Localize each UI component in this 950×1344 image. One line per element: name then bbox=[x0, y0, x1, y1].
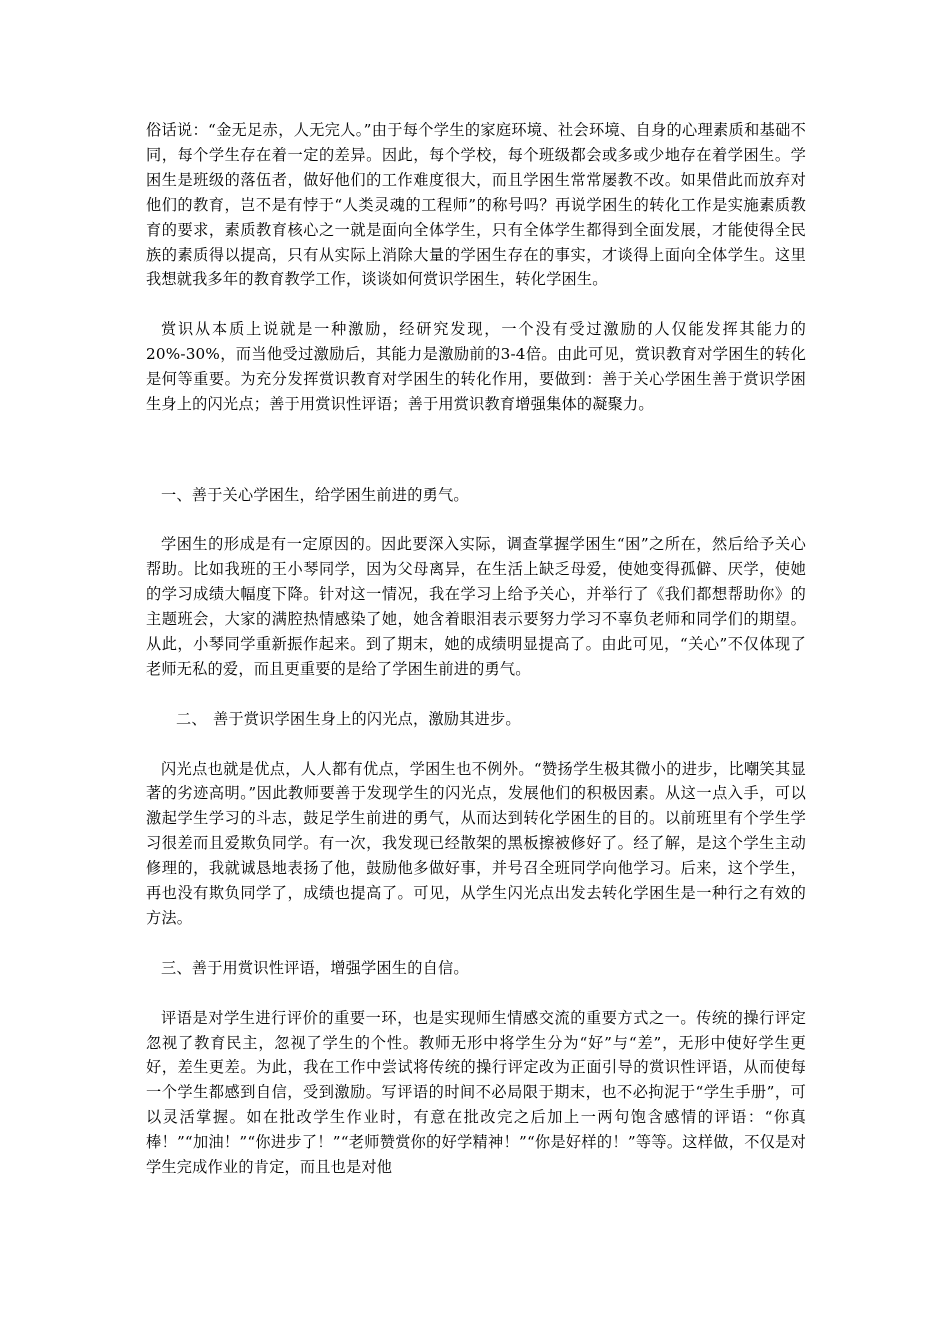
section-2-body: 闪光点也就是优点，人人都有优点，学困生也不例外。“赞扬学生极其微小的进步，比嘲笑其显著的劣迹高明。”因此教师要善于发现学生的闪光点，发展他们的积极因素。从这一点入手，可以激起学生学习的斗志，鼓足学生前进的勇气，从而达到转化学困生的目的。以前班里有个学生学习很差而且爱欺负同学。有一次，我发现已经散架的黑板擦被修好了。经了解，是这个学生主动修理的，我就诚恳地表扬了他，鼓励他多做好事，并号召全班同学向他学习。后来，这个学生，再也没有欺负同学了，成绩也提高了。可见，从学生闪光点出发去转化学困生是一种行之有效的方法。 bbox=[146, 759, 806, 928]
spacer bbox=[146, 732, 806, 757]
appreciation-paragraph: 赏识从本质上说就是一种激励，经研究发现，一个没有受过激励的人仅能发挥其能力的20%-30%，而当他受过激励后，其能力是激励前的3-4倍。由此可见，赏识教育对学困生的转化是何等重要。为充分发挥赏识教育对学困生的转化作用，要做到：善于关心学困生善于赏识学困生身上的闪光点；善于用赏识性评语；善于用赏识教育增强集体的凝聚力。 bbox=[146, 320, 806, 413]
section-heading-1: 一、善于关心学困生，给学困生前进的勇气。 bbox=[161, 485, 469, 504]
spacer bbox=[146, 292, 806, 317]
spacer bbox=[146, 682, 806, 707]
spacer bbox=[146, 417, 806, 467]
intro-paragraph: 俗话说：“金无足赤，人无完人。”由于每个学生的家庭环境、社会环境、自身的心理素质和基础不同，每个学生存在着一定的差异。因此，每个学校，每个班级都会或多或少地存在着学困生。学困生是班级的落伍者，做好他们的工作难度很大，而且学困生常常屡教不改。如果借此而放弃对他们的教育，岂不是有悖于“人类灵魂的工程师”的称号吗？再说学困生的转化工作是实施素质教育的要求，素质教育核心之一就是面向全体学生，只有全体学生都得到全面发展，才能使得全民族的素质得以提高，只有从实际上消除大量的学困生存在的事实，才谈得上面向全体学生。这里我想就我多年的教育教学工作，谈谈如何赏识学困生，转化学困生。 bbox=[146, 121, 806, 289]
section-3-body: 评语是对学生进行评价的重要一环，也是实现师生情感交流的重要方式之一。传统的操行评定忽视了教育民主，忽视了学生的个性。教师无形中将学生分为“好”与“差”，无形中使好学生更好，差生更差。为此，我在工作中尝试将传统的操行评定改为正面引导的赏识性评语，从而使每一个学生都感到自信，受到激励。写评语的时间不必局限于期末，也不必拘泥于“学生手册”，可以灵活掌握。如在批改学生作业时，有意在批改完之后加上一两句饱含感情的评语：“你真棒！”“加油！”“你进步了！”“老师赞赏你的好学精神！”“你是好样的！”等等。这样做，不仅是对学生完成作业的肯定，而且也是对他 bbox=[146, 1008, 806, 1177]
section-heading-2-number: 二、 bbox=[176, 709, 207, 728]
section-heading-3: 三、善于用赏识性评语，增强学困生的自信。 bbox=[161, 958, 469, 977]
document-page bbox=[146, 118, 806, 1180]
spacer bbox=[146, 508, 806, 533]
section-1-body: 学困生的形成是有一定原因的。因此要深入实际，调查掌握学困生“困”之所在，然后给予关心帮助。比如我班的王小琴同学，因为父母离异，在生活上缺乏母爱，使她变得孤僻、厌学，使她的学习成绩大幅度下降。针对这一情况，我在学习上给予关心，并举行了《我们都想帮助你》的主题班会，大家的满腔热情感染了她，她含着眼泪表示要努力学习不辜负老师和同学们的期望。从此，小琴同学重新振作起来。到了期末，她的成绩明显提高了。由此可见，“关心”不仅体现了老师无私的爱，而且更重要的是给了学困生前进的勇气。 bbox=[146, 535, 806, 678]
section-heading-2-text: 善于赏识学困生身上的闪光点，激励其进步。 bbox=[213, 709, 521, 728]
spacer bbox=[146, 931, 806, 956]
spacer bbox=[146, 467, 806, 483]
spacer bbox=[146, 981, 806, 1006]
section-heading-2 bbox=[146, 707, 806, 732]
